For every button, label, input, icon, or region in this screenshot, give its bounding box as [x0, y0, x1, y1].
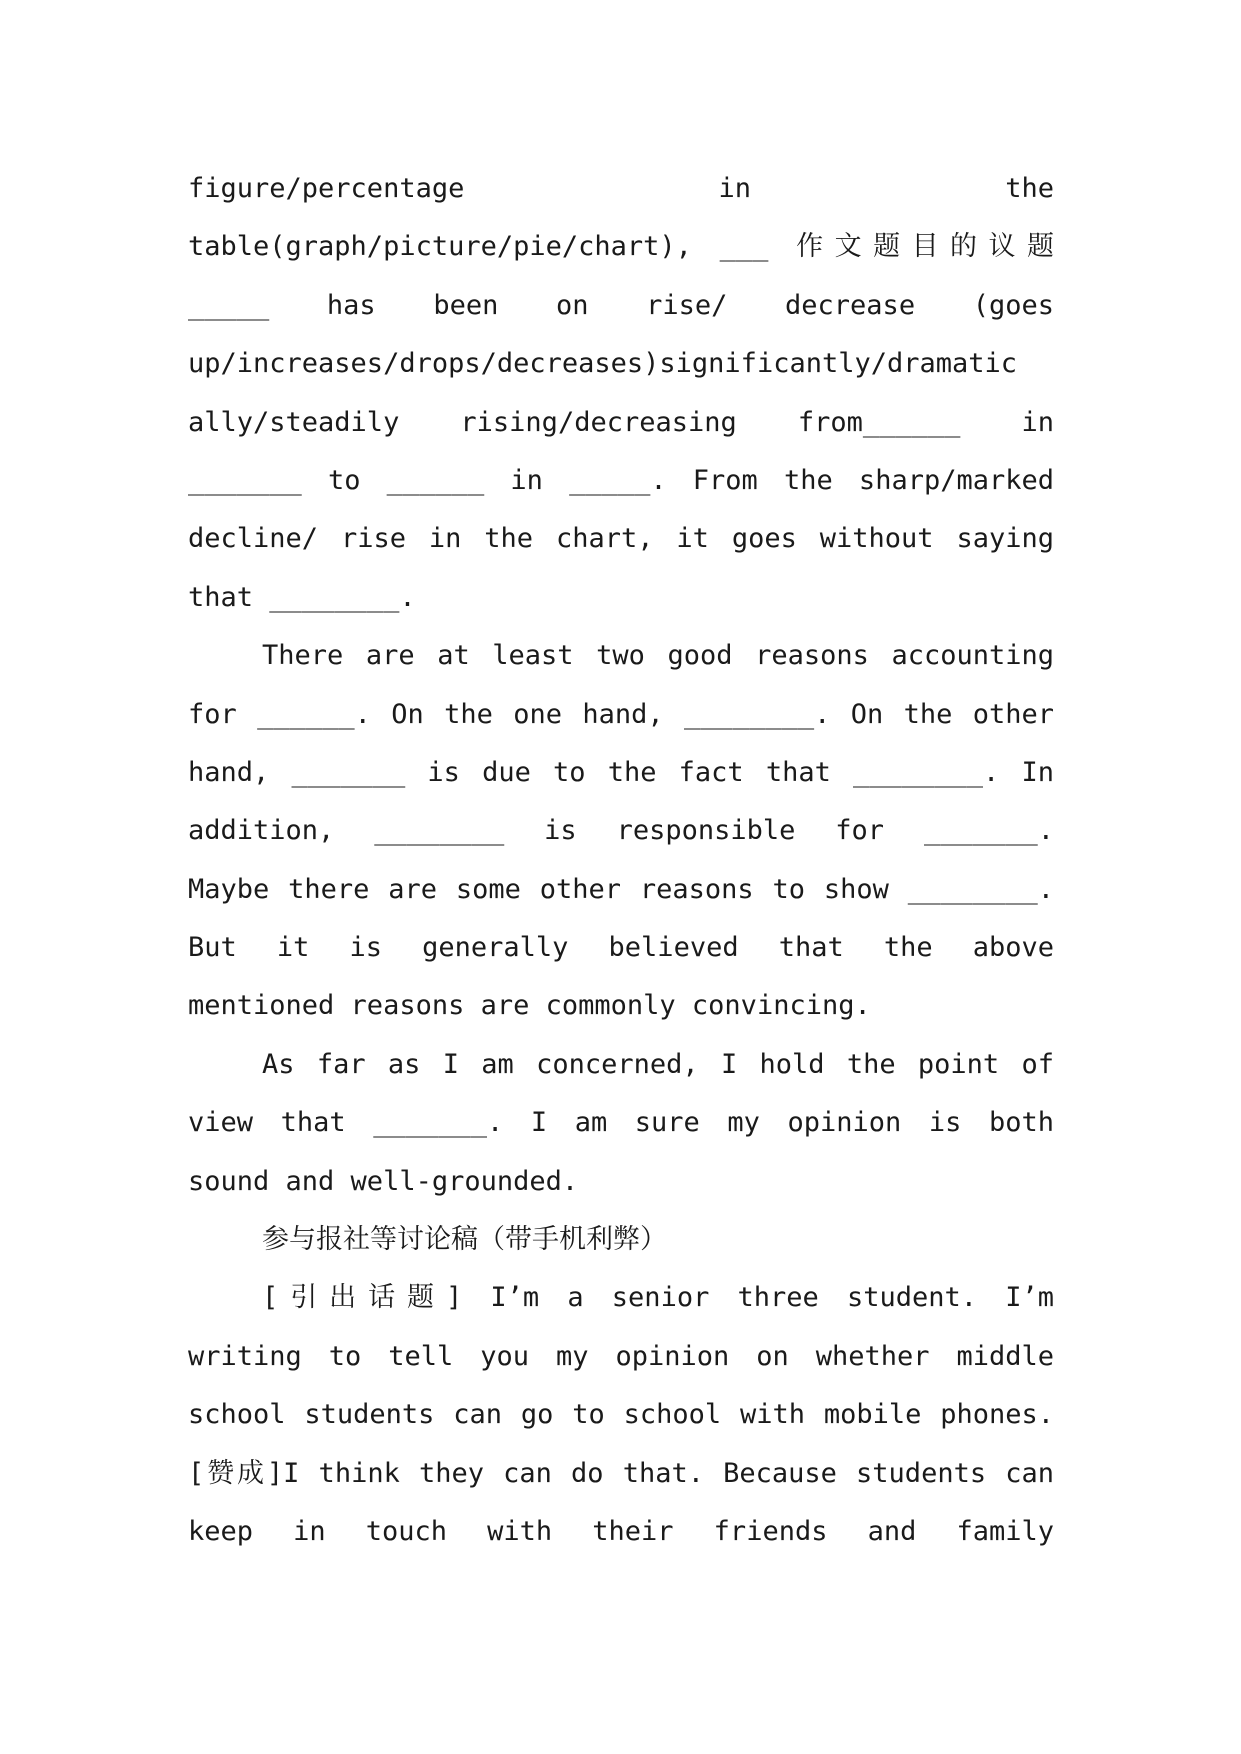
paragraph-start-line: There are at least two good reasons accounting: [262, 640, 1054, 672]
paragraph-start-line: As far as I am concerned, I hold the point of: [262, 1048, 1054, 1080]
text-line: [赞成]I think they can do that. Because students can: [188, 1457, 1054, 1489]
text-line: table(graph/picture/pie/chart), ___ 作文题目的议题: [188, 231, 1054, 263]
text-line: But it is generally believed that the above: [188, 932, 1054, 964]
text-line: writing to tell you my opinion on whether middle: [188, 1340, 1054, 1372]
text-line: school students can go to school with mobile phones.: [188, 1399, 1054, 1431]
text-line: up/increases/drops/decreases)significantly/dramatic: [188, 348, 1018, 380]
text-line: Maybe there are some other reasons to show ________.: [188, 873, 1054, 905]
text-line: ally/steadily rising/decreasing from______ in: [188, 406, 1054, 438]
section-heading: 参与报社等讨论稿（带手机利弊）: [262, 1224, 667, 1256]
text-line: figure/percentage in the: [188, 173, 1054, 204]
text-line: hand, _______ is due to the fact that ________. In: [188, 756, 1054, 788]
text-line: keep in touch with their friends and family: [188, 1515, 1054, 1547]
text-line: view that _______. I am sure my opinion is both: [188, 1107, 1054, 1139]
text-line: addition, ________ is responsible for _______.: [188, 815, 1054, 847]
text-line: mentioned reasons are commonly convincing.: [188, 990, 871, 1022]
text-line: _______ to ______ in _____. From the sharp/marked: [188, 464, 1054, 496]
text-line: that ________.: [188, 581, 416, 613]
document-page: [188, 160, 1054, 1561]
text-line: sound and well-grounded.: [188, 1165, 579, 1197]
paragraph-start-line: [引出话题] I’m a senior three student. I’m: [262, 1282, 1054, 1314]
text-line: decline/ rise in the chart, it goes without saying: [188, 523, 1054, 555]
text-line: for ______. On the one hand, ________. On the other: [188, 698, 1054, 730]
text-line: _____ has been on rise/ decrease (goes: [188, 289, 1054, 321]
